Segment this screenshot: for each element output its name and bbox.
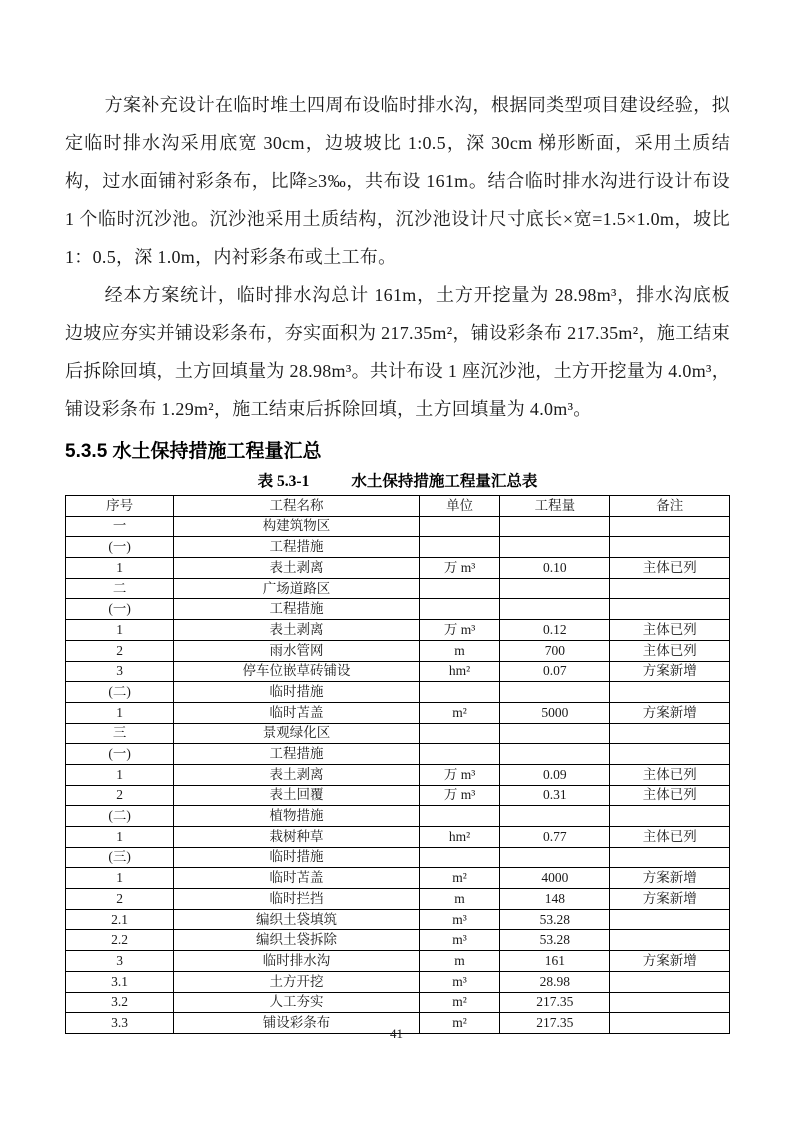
table-cell: 停车位嵌草砖铺设	[174, 661, 420, 682]
table-cell: 方案新增	[610, 868, 730, 889]
table-cell: m²	[419, 702, 499, 723]
table-row	[66, 992, 730, 1013]
table-cell: m	[419, 889, 499, 910]
table-cell: 工程措施	[174, 744, 420, 765]
paragraph-drainage-design: 方案补充设计在临时堆土四周布设临时排水沟，根据同类型项目建设经验，拟定临时排水沟采用底宽 30cm，边坡坡比 1:0.5，深 30cm 梯形断面，采用土质结构，过水面铺衬彩条布，比降≥3‰，共布设 161m。结合临时排水沟进行设计布设 1 个临时沉沙池。沉沙池采用土质结构，沉沙池设计尺寸底长×宽=1.5×1.0m，坡比 1：0.5，深 1.0m，内衬彩条布或土工布。	[65, 95, 730, 267]
table-cell: 1	[66, 702, 174, 723]
table-cell: 217.35	[500, 992, 610, 1013]
table-row	[66, 558, 730, 579]
table-cell: 53.28	[500, 909, 610, 930]
table-cell: 148	[500, 889, 610, 910]
table-row	[66, 599, 730, 620]
table-cell	[610, 578, 730, 599]
table-cell: 临时苫盖	[174, 868, 420, 889]
table-body	[66, 516, 730, 1033]
table-cell	[610, 971, 730, 992]
table-cell: 表土剥离	[174, 620, 420, 641]
table-cell	[419, 516, 499, 537]
table-cell	[500, 744, 610, 765]
table-cell: 0.07	[500, 661, 610, 682]
table-cell: 方案新增	[610, 889, 730, 910]
table-cell	[610, 537, 730, 558]
table-row	[66, 744, 730, 765]
table-cell: 主体已列	[610, 827, 730, 848]
table-cell	[419, 599, 499, 620]
table-cell: 人工夯实	[174, 992, 420, 1013]
table-cell: 方案新增	[610, 702, 730, 723]
table-cell	[419, 847, 499, 868]
table-cell: 700	[500, 640, 610, 661]
table-cell: 3.2	[66, 992, 174, 1013]
table-cell: 工程措施	[174, 599, 420, 620]
table-row	[66, 971, 730, 992]
table-cell: 万 m³	[419, 764, 499, 785]
table-cell: 161	[500, 951, 610, 972]
table-cell: 方案新增	[610, 951, 730, 972]
table-header-cell-unit: 单位	[419, 496, 499, 517]
table-cell: hm²	[419, 827, 499, 848]
table-cell: 三	[66, 723, 174, 744]
table-cell: m	[419, 951, 499, 972]
table-cell	[419, 537, 499, 558]
table-cell: 2.2	[66, 930, 174, 951]
table-cell: 土方开挖	[174, 971, 420, 992]
table-cell: m²	[419, 868, 499, 889]
table-row	[66, 578, 730, 599]
table-row	[66, 516, 730, 537]
quantities-table	[65, 495, 730, 1034]
table-cell: 1	[66, 620, 174, 641]
table-cell: 临时苫盖	[174, 702, 420, 723]
table-cell	[610, 909, 730, 930]
table-cell: 1	[66, 868, 174, 889]
table-row	[66, 806, 730, 827]
table-header-row	[66, 496, 730, 517]
table-cell: 主体已列	[610, 640, 730, 661]
table-row	[66, 785, 730, 806]
table-cell: 1	[66, 764, 174, 785]
table-cell: 2.1	[66, 909, 174, 930]
table-cell	[610, 847, 730, 868]
table-header-cell-name: 工程名称	[174, 496, 420, 517]
table-cell: 二	[66, 578, 174, 599]
table-cell	[610, 992, 730, 1013]
table-cell: (二)	[66, 806, 174, 827]
table-cell: 0.31	[500, 785, 610, 806]
table-cell: 一	[66, 516, 174, 537]
table-cell: 景观绿化区	[174, 723, 420, 744]
table-row	[66, 889, 730, 910]
page-number: 41	[390, 1026, 403, 1041]
table-cell: 3	[66, 951, 174, 972]
table-cell: 0.77	[500, 827, 610, 848]
table-cell: 5000	[500, 702, 610, 723]
table-cell: m²	[419, 992, 499, 1013]
table-cell: 铺设彩条布	[174, 1013, 420, 1034]
table-caption-label: 表 5.3-1	[257, 473, 310, 490]
table-cell	[500, 578, 610, 599]
table-cell	[419, 723, 499, 744]
table-cell	[610, 682, 730, 703]
table-cell: 栽树种草	[174, 827, 420, 848]
table-cell	[610, 930, 730, 951]
table-cell	[610, 516, 730, 537]
table-cell: 2	[66, 785, 174, 806]
table-cell	[500, 537, 610, 558]
table-row	[66, 702, 730, 723]
table-cell	[610, 744, 730, 765]
table-cell	[419, 578, 499, 599]
table-row	[66, 868, 730, 889]
table-row	[66, 951, 730, 972]
table-cell: 方案新增	[610, 661, 730, 682]
paragraph-quantity-summary: 经本方案统计，临时排水沟总计 161m，土方开挖量为 28.98m³，排水沟底板边坡应夯实并铺设彩条布，夯实面积为 217.35m²，铺设彩条布 217.35m²，施工结束后拆除回填，土方回填量为 28.98m³。共计布设 1 座沉沙池，土方开挖量为 4.0m³，铺设彩条布 1.29m²，施工结束后拆除回填，土方回填量为 4.0m³。	[65, 285, 730, 419]
table-cell: 表土剥离	[174, 764, 420, 785]
table-caption-title: 水土保持措施工程量汇总表	[351, 473, 538, 490]
table-row	[66, 764, 730, 785]
table-cell: 表土回覆	[174, 785, 420, 806]
table-cell: 主体已列	[610, 785, 730, 806]
table-cell: 广场道路区	[174, 578, 420, 599]
table-cell: 构建筑物区	[174, 516, 420, 537]
table-row	[66, 620, 730, 641]
table-cell: 主体已列	[610, 764, 730, 785]
table-header-cell-qty: 工程量	[500, 496, 610, 517]
table-cell: 4000	[500, 868, 610, 889]
table-cell	[610, 806, 730, 827]
table-cell	[500, 516, 610, 537]
table-cell	[419, 682, 499, 703]
table-row	[66, 661, 730, 682]
table-cell: 临时排水沟	[174, 951, 420, 972]
table-cell: 2	[66, 640, 174, 661]
table-cell: 3.3	[66, 1013, 174, 1034]
table-caption	[65, 471, 730, 492]
table-cell: (二)	[66, 682, 174, 703]
table-header-cell-no: 序号	[66, 496, 174, 517]
table-cell: 主体已列	[610, 558, 730, 579]
table-cell: 3.1	[66, 971, 174, 992]
table-cell: m²	[419, 1013, 499, 1034]
table-cell	[610, 599, 730, 620]
table-cell: (一)	[66, 744, 174, 765]
table-cell: 0.09	[500, 764, 610, 785]
table-cell: 植物措施	[174, 806, 420, 827]
table-cell	[500, 806, 610, 827]
table-cell: 雨水管网	[174, 640, 420, 661]
table-cell: 编织土袋填筑	[174, 909, 420, 930]
table-cell: 217.35	[500, 1013, 610, 1034]
table-cell: 53.28	[500, 930, 610, 951]
table-cell	[419, 806, 499, 827]
table-cell: 1	[66, 558, 174, 579]
table-cell: (一)	[66, 599, 174, 620]
table-cell: (一)	[66, 537, 174, 558]
table-cell: m³	[419, 971, 499, 992]
table-row	[66, 723, 730, 744]
table-row	[66, 930, 730, 951]
table-cell	[500, 847, 610, 868]
table-cell: 工程措施	[174, 537, 420, 558]
table-row	[66, 827, 730, 848]
table-cell: hm²	[419, 661, 499, 682]
table-cell: 主体已列	[610, 620, 730, 641]
section-heading: 5.3.5 水土保持措施工程量汇总	[65, 441, 322, 462]
table-cell: m³	[419, 930, 499, 951]
table-row	[66, 909, 730, 930]
table-row	[66, 682, 730, 703]
table-cell: 表土剥离	[174, 558, 420, 579]
table-cell: m³	[419, 909, 499, 930]
table-cell: 万 m³	[419, 785, 499, 806]
table-row	[66, 847, 730, 868]
table-cell: 0.10	[500, 558, 610, 579]
table-row	[66, 640, 730, 661]
table-cell: 1	[66, 827, 174, 848]
table-cell: 0.12	[500, 620, 610, 641]
table-header-cell-note: 备注	[610, 496, 730, 517]
table-cell: 2	[66, 889, 174, 910]
table-cell: 编织土袋拆除	[174, 930, 420, 951]
table-cell: 万 m³	[419, 558, 499, 579]
table-cell	[419, 744, 499, 765]
table-cell: 临时拦挡	[174, 889, 420, 910]
table-cell: 临时措施	[174, 682, 420, 703]
table-cell	[610, 723, 730, 744]
table-row	[66, 537, 730, 558]
table-cell: 临时措施	[174, 847, 420, 868]
table-cell: m	[419, 640, 499, 661]
table-cell: 万 m³	[419, 620, 499, 641]
table-cell	[500, 599, 610, 620]
table-cell	[500, 723, 610, 744]
table-cell: (三)	[66, 847, 174, 868]
table-cell: 3	[66, 661, 174, 682]
table-cell: 28.98	[500, 971, 610, 992]
table-cell	[500, 682, 610, 703]
